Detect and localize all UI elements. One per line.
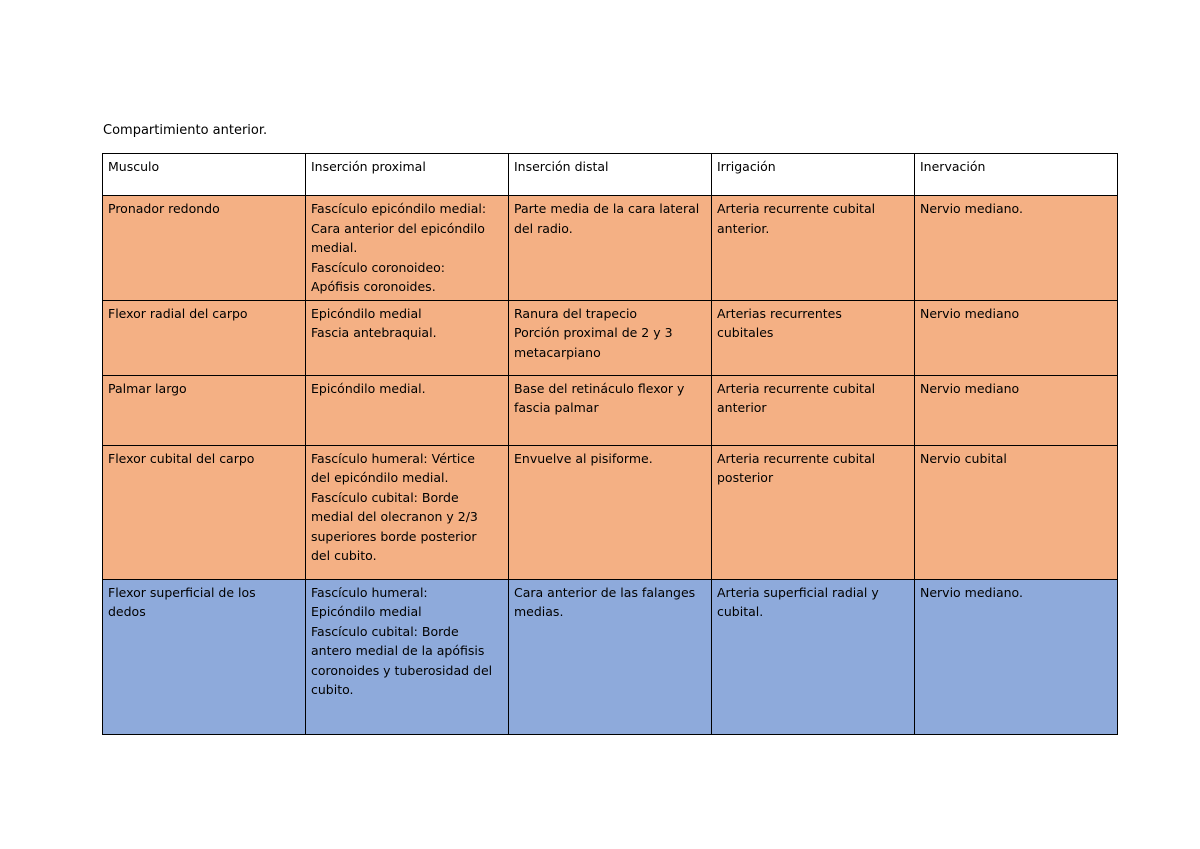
table-cell-musculo xyxy=(103,196,306,301)
cell-text-line: medias. xyxy=(514,604,564,619)
cell-text-line: Arteria superficial radial y xyxy=(717,584,879,600)
cell-text-line: Envuelve al pisiforme. xyxy=(514,450,653,466)
table-row xyxy=(103,300,1118,375)
cell-text-line: cubito. xyxy=(311,682,354,697)
cell-text-line: cubital. xyxy=(717,604,764,619)
table-header-row xyxy=(103,154,1118,196)
table-cell-inervacion xyxy=(915,445,1118,579)
section-heading: Compartimiento anterior. xyxy=(103,123,268,138)
table-cell-insercion-distal xyxy=(509,579,712,734)
header-cell-irrigacion: Irrigación xyxy=(712,154,915,196)
cell-text-line: Nervio mediano xyxy=(920,305,1020,321)
table-row xyxy=(103,375,1118,445)
cell-text-line: Arteria recurrente cubital xyxy=(717,201,876,216)
cell-text-line: Porción proximal de 2 y 3 xyxy=(514,325,673,340)
cell-text-line: Epicóndilo medial. xyxy=(311,380,426,396)
cell-text-line: Arteria recurrente cubital xyxy=(717,450,876,466)
cell-text-line: Ranura del trapecio xyxy=(514,305,638,321)
cell-text-line: anterior xyxy=(717,400,767,415)
cell-text-line: Cara anterior de las falanges xyxy=(514,584,696,600)
cell-text-line: Fascículo cubital: Borde xyxy=(311,489,459,505)
cell-text-line: Fascículo cubital: Borde xyxy=(311,623,459,639)
table-cell-musculo xyxy=(103,375,306,445)
header-cell-insercion-distal: Inserción distal xyxy=(509,154,712,196)
cell-text-line: Arterias recurrentes xyxy=(717,305,842,321)
table-cell-insercion-distal xyxy=(509,196,712,301)
table-cell-insercion-distal xyxy=(509,445,712,579)
table-cell-insercion-distal xyxy=(509,375,712,445)
cell-text-line: Nervio cubital xyxy=(920,450,1007,466)
cell-text-line: Palmar largo xyxy=(108,380,187,396)
cell-text-line: Parte media de la cara lateral xyxy=(514,201,700,216)
cell-text-line: Nervio mediano. xyxy=(920,201,1023,216)
cell-text-line: Apófisis coronoides. xyxy=(311,279,436,294)
table-cell-irrigacion xyxy=(712,445,915,579)
cell-text-line: Pronador redondo xyxy=(108,201,220,216)
cell-text-line: Nervio mediano xyxy=(920,380,1020,396)
table-cell-insercion-proximal xyxy=(306,375,509,445)
cell-text-line: cubitales xyxy=(717,325,774,340)
cell-text-line: dedos xyxy=(108,604,146,619)
table-cell-inervacion xyxy=(915,196,1118,301)
table-cell-inervacion xyxy=(915,375,1118,445)
cell-text-line: del radio. xyxy=(514,220,573,236)
header-cell-insercion-proximal: Inserción proximal xyxy=(306,154,509,196)
cell-text-line: Cara anterior del epicóndilo xyxy=(311,220,485,236)
table-cell-inervacion xyxy=(915,579,1118,734)
table-cell-musculo xyxy=(103,300,306,375)
cell-text-line: Fascículo coronoideo: xyxy=(311,259,446,275)
table-cell-insercion-proximal xyxy=(306,300,509,375)
cell-text-line: Fascículo epicóndilo medial: xyxy=(311,201,487,216)
table-cell-irrigacion xyxy=(712,196,915,301)
cell-text-line: Nervio mediano. xyxy=(920,584,1023,600)
table-cell-musculo xyxy=(103,445,306,579)
table-cell-irrigacion xyxy=(712,579,915,734)
table-cell-musculo xyxy=(103,579,306,734)
cell-text-line: fascia palmar xyxy=(514,400,599,415)
cell-text-line: medial. xyxy=(311,240,358,255)
cell-text-line: Base del retináculo flexor y xyxy=(514,380,685,396)
cell-text-line: Flexor cubital del carpo xyxy=(108,450,255,466)
cell-text-line: anterior. xyxy=(717,220,770,236)
table-row xyxy=(103,445,1118,579)
cell-text-line: Fascículo humeral: xyxy=(311,584,428,600)
cell-text-line: Fascia antebraquial. xyxy=(311,325,437,340)
table-cell-insercion-proximal xyxy=(306,196,509,301)
header-cell-musculo: Musculo xyxy=(103,154,306,196)
cell-text-line: metacarpiano xyxy=(514,344,601,360)
cell-text-line: posterior xyxy=(717,470,774,485)
cell-text-line: Epicóndilo medial xyxy=(311,305,422,321)
cell-text-line: Flexor radial del carpo xyxy=(108,305,248,321)
cell-text-line: del cubito. xyxy=(311,548,377,563)
table-cell-inervacion xyxy=(915,300,1118,375)
cell-text-line: antero medial de la apófisis xyxy=(311,643,485,658)
table-cell-irrigacion xyxy=(712,375,915,445)
table-row xyxy=(103,579,1118,734)
muscle-table xyxy=(102,153,1118,735)
cell-text-line: coronoides y tuberosidad del xyxy=(311,662,493,678)
table-cell-irrigacion xyxy=(712,300,915,375)
header-cell-inervacion: Inervación xyxy=(915,154,1118,196)
cell-text-line: superiores borde posterior xyxy=(311,528,477,544)
cell-text-line: Flexor superficial de los xyxy=(108,584,256,600)
cell-text-line: Arteria recurrente cubital xyxy=(717,380,876,396)
table-cell-insercion-distal xyxy=(509,300,712,375)
cell-text-line: medial del olecranon y 2/3 xyxy=(311,509,478,524)
cell-text-line: Epicóndilo medial xyxy=(311,604,422,619)
table-cell-insercion-proximal xyxy=(306,579,509,734)
table-row xyxy=(103,196,1118,301)
cell-text-line: del epicóndilo medial. xyxy=(311,470,449,485)
table-cell-insercion-proximal xyxy=(306,445,509,579)
cell-text-line: Fascículo humeral: Vértice xyxy=(311,450,475,466)
